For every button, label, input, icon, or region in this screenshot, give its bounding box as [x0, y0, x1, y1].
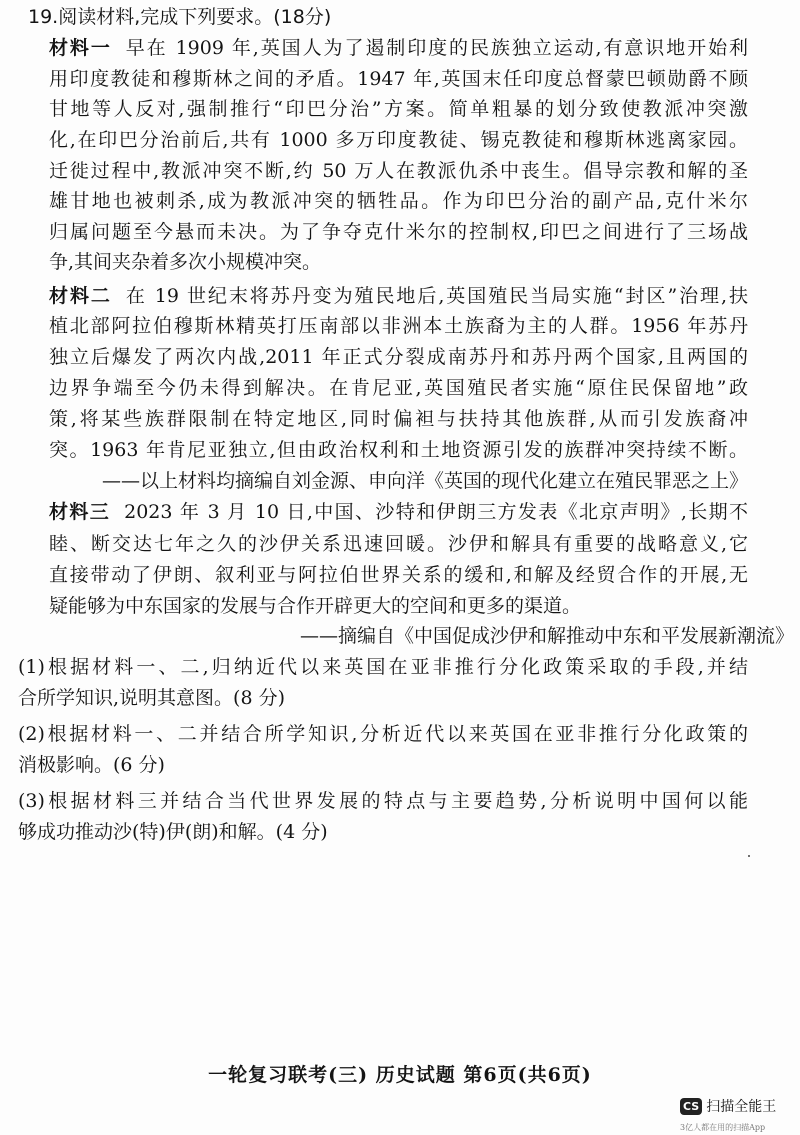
text-line: 迁徙过程中,教派冲突不断,约 50 万人在教派仇杀中丧生。倡导宗教和解的圣: [49, 160, 748, 182]
camscanner-logo-icon: CS: [680, 1098, 702, 1115]
text-line: 植北部阿拉伯穆斯林精英打压南部以非洲本土族裔为主的人群。1956 年苏丹: [49, 315, 748, 337]
subquestion-1-cont: 合所学知识,说明其意图。(8 分): [18, 687, 285, 709]
text-line: 雄甘地也被刺杀,成为教派冲突的牺牲品。作为印巴分治的副产品,克什米尔: [49, 190, 748, 212]
watermark-text: 扫描全能王: [706, 1099, 777, 1115]
subquestion-2-cont: 消极影响。(6 分): [18, 754, 165, 776]
watermark-subtext: 3亿人都在用的扫描App: [680, 1123, 766, 1132]
material-text: 在 19 世纪末将苏丹变为殖民地后,英国殖民当局实施“封区”治理,扶: [125, 285, 748, 307]
text-line: 独立后爆发了两次内战,2011 年正式分裂成南苏丹和苏丹两个国家,且两国的: [49, 346, 748, 368]
scan-speck: [748, 855, 750, 857]
text-line: 疑能够为中东国家的发展与合作开辟更大的空间和更多的渠道。: [49, 595, 582, 617]
text-line: 用印度教徒和穆斯林之间的矛盾。1947 年,英国末任印度总督蒙巴顿勋爵不顾: [49, 68, 748, 90]
text-line: 直接带动了伊朗、叙利亚与阿拉伯世界关系的缓和,和解及经贸合作的开展,无: [49, 564, 748, 586]
question-title: 19.阅读材料,完成下列要求。(18分): [28, 6, 332, 28]
material-text: 2023 年 3 月 10 日,中国、沙特和伊朗三方发表《北京声明》,长期不: [124, 501, 748, 523]
text-line: 睦、断交达七年之久的沙伊关系迅速回暖。沙伊和解具有重要的战略意义,它: [49, 533, 748, 555]
subquestion-1: (1)根据材料一、二,归纳近代以来英国在亚非推行分化政策采取的手段,并结: [18, 656, 748, 678]
text-line: 化,在印巴分治前后,共有 1000 多万印度教徒、锡克教徒和穆斯林逃离家园。: [49, 129, 748, 151]
subquestion-3-cont: 够成功推动沙(特)伊(朗)和解。(4 分): [18, 821, 328, 843]
material-1-first-line: [49, 34, 748, 63]
text-line: 甘地等人反对,强制推行“印巴分治”方案。简单粗暴的划分致使教派冲突激: [49, 98, 748, 120]
source-citation: ——以上材料均摘编自刘金源、申向洋《英国的现代化建立在殖民罪恶之上》: [101, 470, 748, 492]
page-footer: 一轮复习联考(三) 历史试题 第6页(共6页): [208, 1064, 592, 1086]
material-2-first-line: [49, 282, 748, 311]
text-line: 归属问题至今悬而未决。为了争夺克什米尔的控制权,印巴之间进行了三场战: [49, 221, 748, 243]
text-line: 边界争端至今仍未得到解决。在肯尼亚,英国殖民者实施“原住民保留地”政: [49, 377, 748, 399]
material-text: 早在 1909 年,英国人为了遏制印度的民族独立运动,有意识地开始利: [125, 37, 748, 59]
material-label: 材料一: [49, 37, 112, 59]
text-line: 突。1963 年肯尼亚独立,但由政治权利和土地资源引发的族群冲突持续不断。: [49, 439, 748, 461]
subquestion-2: (2)根据材料一、二并结合所学知识,分析近代以来英国在亚非推行分化政策的: [18, 723, 748, 745]
material-label: 材料三: [49, 501, 111, 523]
material-3-first-line: [49, 498, 748, 527]
scanner-watermark: [680, 1096, 776, 1116]
material-label: 材料二: [49, 285, 112, 307]
subquestion-3: (3)根据材料三并结合当代世界发展的特点与主要趋势,分析说明中国何以能: [18, 790, 748, 812]
text-line: 争,其间夹杂着多次小规模冲突。: [49, 251, 322, 273]
source-citation: ——摘编自《中国促成沙伊和解推动中东和平发展新潮流》: [300, 625, 795, 647]
text-line: 策,将某些族群限制在特定地区,同时偏袒与扶持其他族群,从而引发族裔冲: [49, 408, 748, 430]
